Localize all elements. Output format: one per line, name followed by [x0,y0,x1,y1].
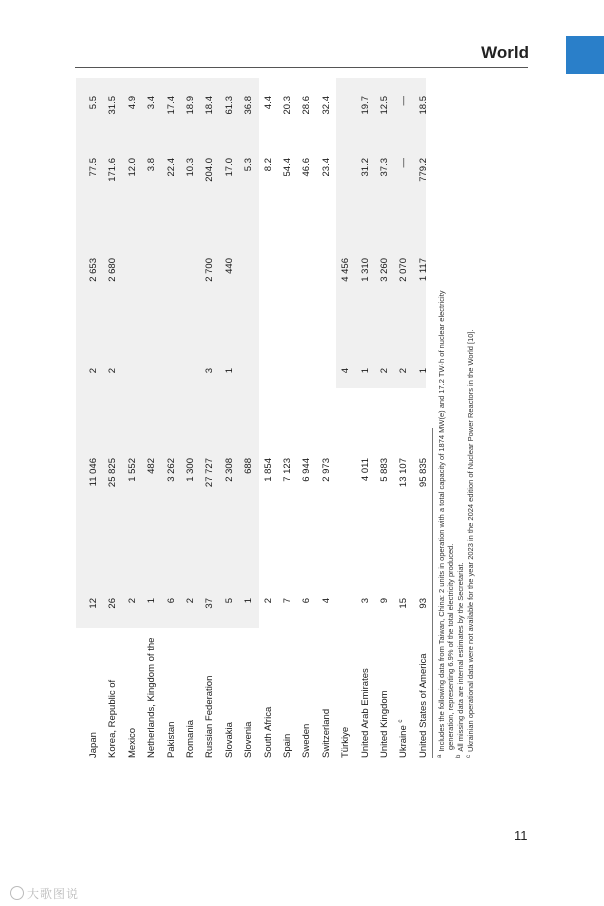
table-row [84,78,104,758]
header-rule [75,67,528,68]
country-name: Sweden [301,723,313,758]
cell-twh: 171.6 [107,158,119,182]
cell-units: 15 [398,598,410,609]
cell-pct: 28.6 [301,96,313,115]
cell-pct: 18.5 [417,96,429,115]
footnote [455,78,465,758]
country-name: Mexico [126,727,138,758]
country-name: Netherlands, Kingdom of the [146,637,158,758]
cell-units: 6 [301,598,313,604]
footnote [436,78,455,758]
cell-pct: 12.5 [379,96,390,115]
rotated-table-block [76,78,475,758]
table-row [278,78,298,758]
cell-units2: 4 [340,368,352,374]
cell-twh: 46.6 [301,158,313,177]
cell-pct: 61.3 [223,96,235,115]
cell-units: 93 [417,598,429,609]
cell-units: 4 [320,598,332,604]
cell-mwe: 6 944 [301,458,313,482]
footnote-mark: c [466,755,472,758]
country-name: Pakistan [165,721,177,758]
cell-twh: 37.3 [379,158,390,177]
table-row [220,78,240,758]
cell-pct: 31.5 [107,96,119,115]
cell-twh: 3.8 [146,158,158,172]
country-name: Slovenia [243,721,255,758]
footnote-rule [432,428,433,758]
country-name: Switzerland [320,708,332,758]
cell-mwe: 3 262 [165,458,177,482]
cell-units2: 1 [417,368,429,374]
table-row [123,78,143,758]
cell-mwe2: 3 260 [379,258,390,282]
cell-twh: 17.0 [223,158,235,177]
cell-units2: 2 [379,368,390,374]
cell-units: 26 [107,598,119,609]
footnote-ref: c [398,719,405,723]
country-name: Slovakia [223,722,235,758]
watermark-icon [10,886,24,900]
country-name: Romania [185,719,196,758]
cell-units2: 2 [88,368,99,374]
table-row [162,78,182,758]
cell-units2: 1 [223,368,235,374]
footnote [465,78,475,758]
cell-mwe: 13 107 [398,458,410,488]
cell-mwe: 688 [243,458,255,474]
watermark-text: 大歌图说 [27,887,80,901]
footnote-text: Ukrainian operational data were not available for the year 2023 in the 2024 edition of Nuclear Power Reactors in the World [10]. [466,329,475,752]
cell-mwe2: 440 [223,258,235,274]
footnote-mark: a [437,754,443,758]
cell-mwe: 482 [146,458,158,474]
cell-twh: 77.5 [88,158,99,177]
cell-pct: 20.3 [282,96,293,115]
cell-twh: 31.2 [359,158,371,177]
cell-pct: 19.7 [359,96,371,115]
cell-pct: 32.4 [320,96,332,115]
cell-mwe: 2 308 [223,458,235,482]
cell-mwe: 5 883 [379,458,390,482]
cell-twh: 779.2 [417,158,429,182]
cell-mwe2: 4 456 [340,258,352,282]
cell-mwe: 4 011 [359,458,371,482]
watermark [10,885,79,902]
country-name: Spain [282,733,293,758]
cell-pct: 18.4 [204,96,216,115]
table-row [375,78,395,758]
cell-mwe: 11 046 [88,458,99,487]
cell-pct: 36.8 [243,96,255,115]
table-row [239,78,259,758]
cell-units: 1 [146,598,158,604]
table-row [259,78,279,758]
cell-units: 7 [282,598,293,604]
cell-pct: 4.9 [126,96,138,110]
cell-twh: 5.3 [243,158,255,172]
cell-mwe2: 2 680 [107,258,119,282]
cell-units: 5 [223,598,235,604]
cell-units: 2 [185,598,196,604]
country-name: Ukraine $^c$ [398,719,410,758]
footnote-text: Includes the following data from Taiwan, China: 2 units in operation with a total capacity of 1874 MW(e) and 17.2 TW·h of nuclear electricity [437,290,446,752]
country-name: South Africa [262,706,274,758]
table-row [142,78,162,758]
cell-pct: 18.9 [185,96,196,115]
cell-pct: 3.4 [146,96,158,110]
country-name: Russian Federation [204,675,216,758]
cell-mwe2: 1 117 [417,258,429,282]
footnote-mark: b [456,754,462,758]
cell-twh: — [398,158,410,168]
country-name: United Arab Emirates [359,668,371,758]
cell-mwe2: 2 700 [204,258,216,282]
table-row [414,78,434,758]
cell-twh: 8.2 [262,158,274,172]
cell-mwe: 1 552 [126,458,138,482]
cell-mwe: 1 854 [262,458,274,482]
cell-units2: 2 [107,368,119,374]
country-name: Türkiye [340,726,352,758]
table-row [297,78,317,758]
cell-units: 1 [243,598,255,604]
cell-twh: 10.3 [185,158,196,177]
table-row [200,78,220,758]
cell-mwe: 27 727 [204,458,216,488]
cell-units: 6 [165,598,177,604]
cell-pct: 4.4 [262,96,274,110]
table-row [356,78,376,758]
cell-units: 3 [359,598,371,604]
cell-units2: 1 [359,368,371,374]
cell-mwe2: 2 653 [88,258,99,282]
cell-mwe: 25 825 [107,458,119,488]
country-name: United States of America [417,653,429,758]
cell-pct: 5.5 [88,96,99,110]
cell-twh: 23.4 [320,158,332,177]
cell-mwe2: 2 070 [398,258,410,282]
footnote-text: All missing data are internal estimates by the Secretariat. [456,562,465,752]
section-title: World [481,43,529,62]
cell-mwe: 2 973 [320,458,332,482]
cell-units: 9 [379,598,390,604]
cell-twh: 22.4 [165,158,177,177]
cell-mwe2: 1 310 [359,258,371,282]
country-name: United Kingdom [379,690,390,758]
cell-twh: 204.0 [204,158,216,182]
cell-pct: — [398,96,410,106]
cell-twh: 12.0 [126,158,138,177]
cell-pct: 17.4 [165,96,177,115]
cell-mwe: 7 123 [282,458,293,482]
cell-units2: 3 [204,368,216,374]
table-row [103,78,123,758]
country-name: Korea, Republic of [107,679,119,758]
country-name: Japan [88,732,99,758]
footnote-text-continued: generation, representing 6.9% of the total electricity produced. [446,543,455,750]
table-row [317,78,337,758]
table-row [394,78,414,758]
cell-units: 12 [88,598,99,609]
cell-units: 2 [126,598,138,604]
cell-units: 37 [204,598,216,609]
table-row [336,78,356,758]
table-row [181,78,201,758]
cell-units: 2 [262,598,274,604]
footnotes [436,78,475,758]
section-color-tab [566,36,604,74]
page-number: 11 [514,828,528,843]
cell-twh: 54.4 [282,158,293,177]
cell-mwe: 1 300 [185,458,196,482]
cell-units2: 2 [398,368,410,374]
cell-mwe: 95 835 [417,458,429,488]
